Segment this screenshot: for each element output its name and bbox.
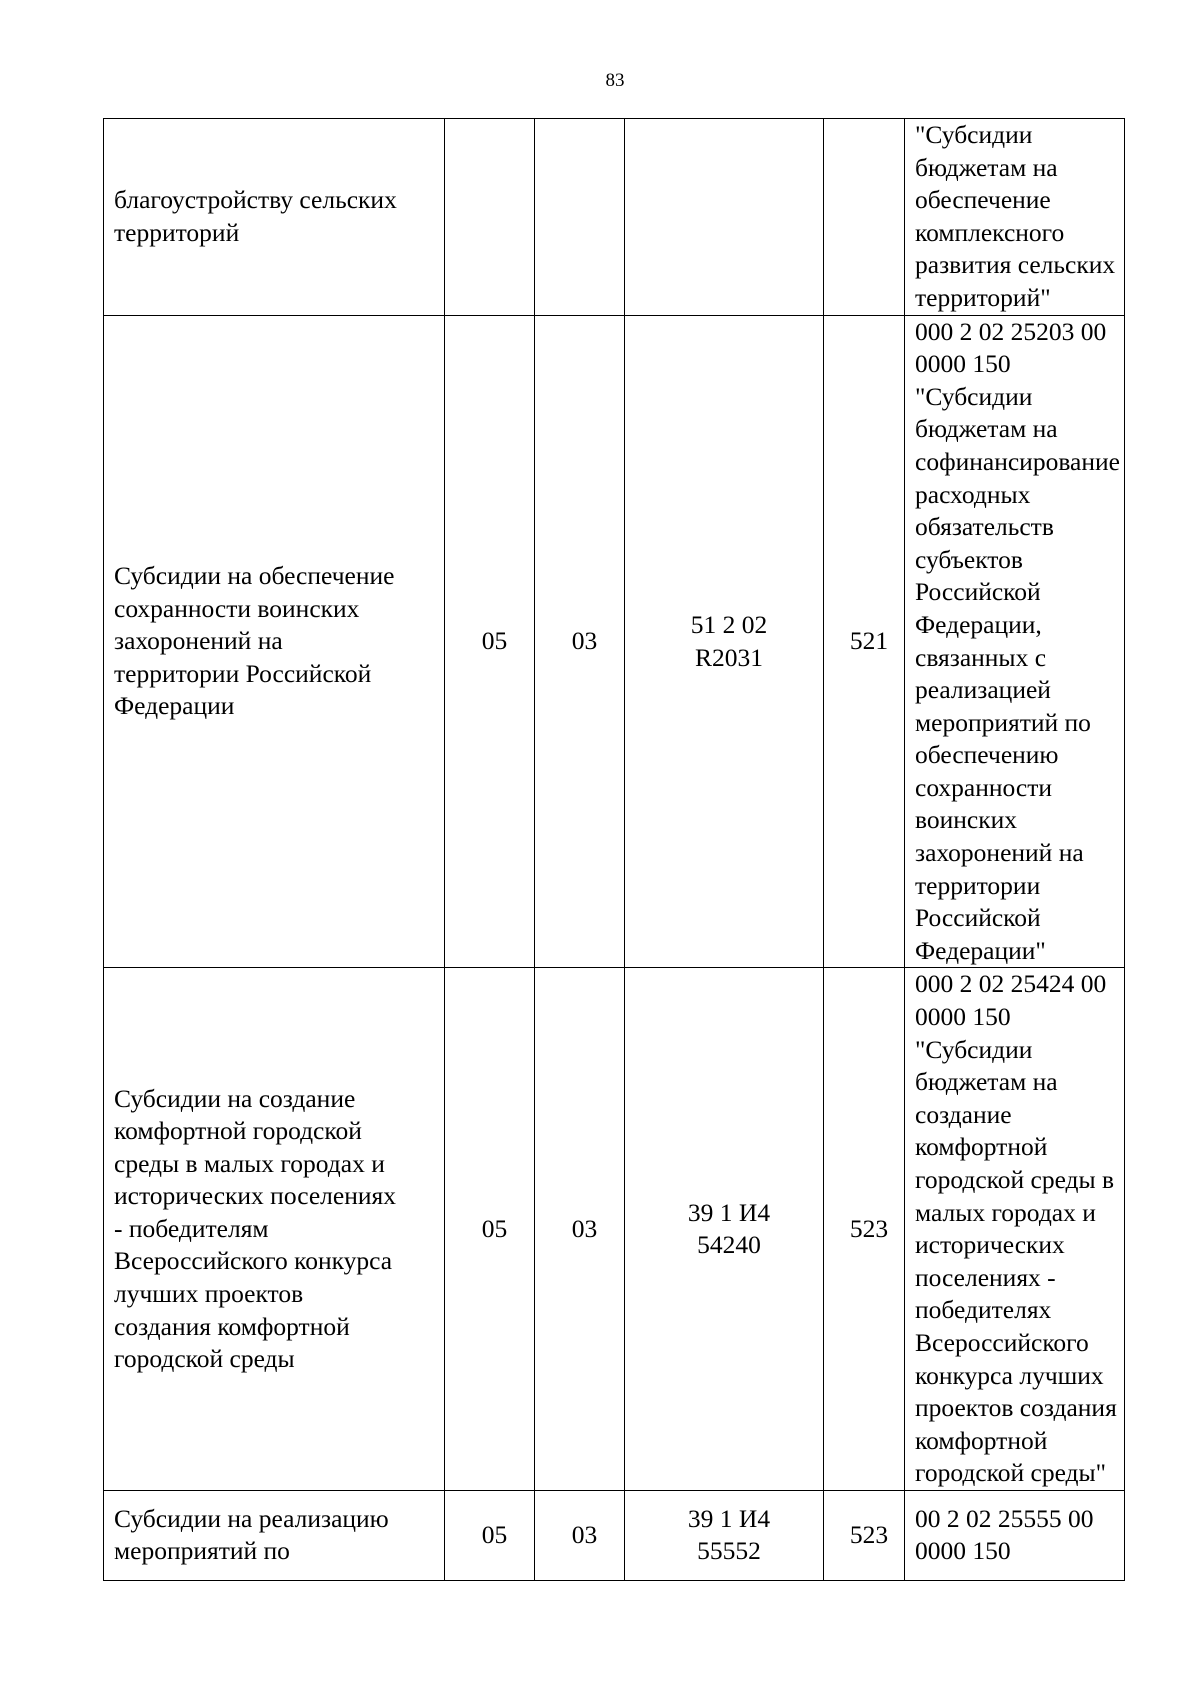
vr-cell: [824, 315, 905, 968]
row-name-cell: [104, 968, 445, 1491]
row-name-text: Субсидии на создание комфортной городской среды в малых городах и исторических поселениях - победителям Всероссийского конкурса лучших проектов создания комфортной городской среды: [114, 1083, 396, 1374]
row-name-cell: [104, 119, 445, 316]
budget-table: [103, 118, 1125, 1581]
code-cell: [905, 968, 1125, 1491]
table-row: [104, 968, 1125, 1491]
row-name-cell: [104, 1490, 445, 1580]
table-row: [104, 1490, 1125, 1580]
csr-cell: [625, 1490, 824, 1580]
code-cell: [905, 119, 1125, 316]
table-row: [104, 315, 1125, 968]
podrazdel-text: 03: [571, 1213, 598, 1243]
razdel-cell: [445, 119, 535, 316]
csr-text: 51 2 02 R2031: [690, 609, 768, 672]
razdel-cell: [445, 1490, 535, 1580]
vr-cell: [824, 1490, 905, 1580]
csr-text: 39 1 И4 54240: [687, 1197, 771, 1260]
razdel-cell: [445, 968, 535, 1491]
vr-text: 523: [849, 1520, 889, 1550]
podrazdel-text: 03: [571, 626, 598, 656]
razdel-cell: [445, 315, 535, 968]
page-number: 83: [605, 70, 625, 91]
vr-text: 523: [849, 1213, 889, 1243]
csr-cell: [625, 968, 824, 1491]
code-text: 00 2 02 25555 00 0000 150: [915, 1503, 1094, 1566]
row-name-text: Субсидии на реализацию мероприятий по: [114, 1503, 389, 1566]
razdel-text: 05: [481, 1213, 508, 1243]
podrazdel-cell: [535, 1490, 625, 1580]
csr-cell: [625, 315, 824, 968]
code-cell: [905, 315, 1125, 968]
csr-cell: [625, 119, 824, 316]
table-row: [104, 119, 1125, 316]
code-text: 000 2 02 25424 00 0000 150 "Субсидии бюджетам на создание комфортной городской среды в малых городах и исторических поселениях - победителях Всероссийского конкурса лучших проектов создания комфортной городской среды": [915, 969, 1117, 1488]
podrazdel-text: 03: [571, 1520, 598, 1550]
podrazdel-cell: [535, 968, 625, 1491]
csr-text: 39 1 И4 55552: [687, 1503, 771, 1566]
razdel-text: 05: [481, 626, 508, 656]
code-text: "Субсидии бюджетам на обеспечение комплексного развития сельских территорий": [915, 120, 1116, 312]
vr-text: 521: [849, 626, 889, 656]
code-cell: [905, 1490, 1125, 1580]
row-name-cell: [104, 315, 445, 968]
vr-cell: [824, 119, 905, 316]
row-name-text: благоустройству сельских территорий: [114, 185, 397, 247]
code-text: 000 2 02 25203 00 0000 150 "Субсидии бюджетам на софинансирование расходных обязательств субъектов Российской Федерации, связанных с реализацией мероприятий по обеспечению сохранности воинских захоронений на территории Российской Федерации": [915, 316, 1120, 965]
row-name-text: Субсидии на обеспечение сохранности воинских захоронений на территории Российской Федерации: [114, 561, 395, 721]
vr-cell: [824, 968, 905, 1491]
podrazdel-cell: [535, 119, 625, 316]
podrazdel-cell: [535, 315, 625, 968]
razdel-text: 05: [481, 1520, 508, 1550]
